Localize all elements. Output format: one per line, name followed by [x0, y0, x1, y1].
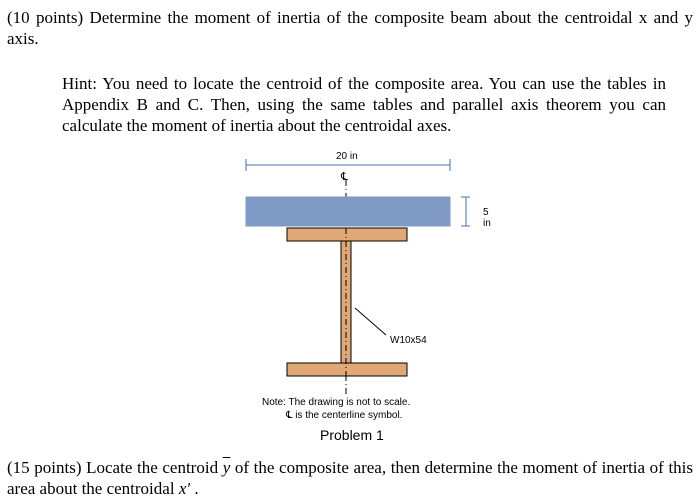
figure-caption: Problem 1 [320, 427, 384, 443]
top-plate [246, 197, 450, 226]
question-1-text: Determine the moment of inertia of the composite beam about the centroidal x and y axis. [7, 8, 694, 48]
question-2-text-after: of the composite area, then determine the moment of inertia of this area about the centroidal [7, 458, 694, 498]
x-prime-axis: x′ [178, 479, 191, 498]
question-1 [7, 7, 693, 49]
question-2-end: . [194, 479, 199, 498]
width-label: 20 in [336, 151, 358, 162]
centerline-symbol: ℄ [341, 171, 349, 183]
w-beam-bottom-flange [287, 363, 407, 376]
section-leader-line [355, 308, 386, 335]
note-line-2: ℄ is the centerline symbol. [286, 410, 403, 421]
note-line-1: Note: The drawing is not to scale. [262, 397, 411, 408]
question-2-text-before: Locate the centroid [86, 458, 219, 477]
w-beam-top-flange [287, 228, 407, 241]
height-label: 5 in [483, 207, 491, 229]
y-bar-symbol: $\overline{y}$ [222, 458, 231, 477]
question-2 [7, 457, 693, 499]
question-2-points: (15 points) [7, 458, 82, 477]
hint-paragraph: Hint: You need to locate the centroid of the composite area. You can use the tables in Appendix B and C. Then, using the same tables and parallel axis theorem you can calculate the moment of inertia about the centroidal axes. [62, 74, 666, 135]
question-1-points: (10 points) [7, 8, 84, 27]
section-label: W10x54 [390, 335, 427, 346]
